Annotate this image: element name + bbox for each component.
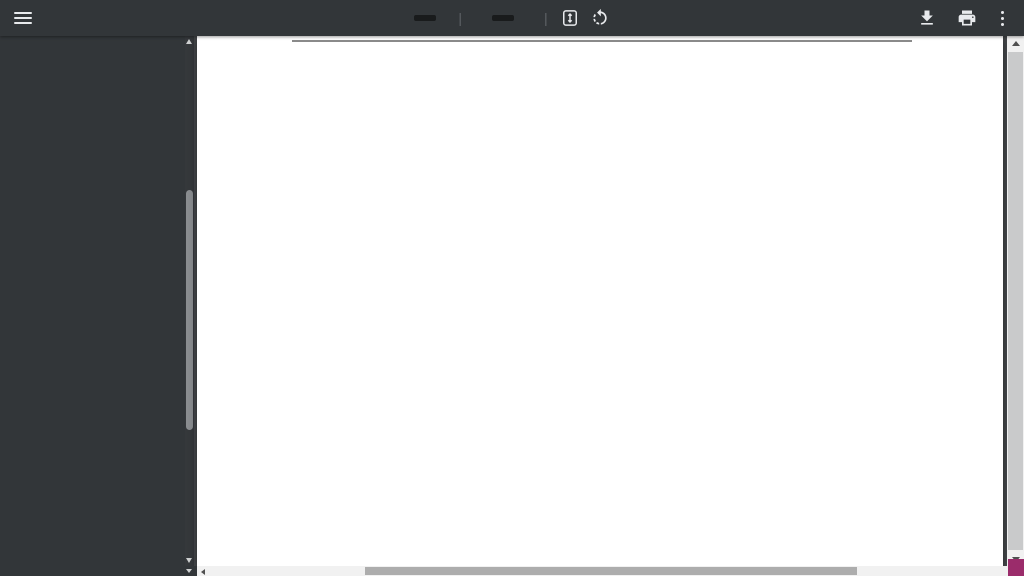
more-options-icon[interactable]: [997, 9, 1008, 28]
scroll-up-icon[interactable]: [1012, 41, 1020, 46]
scroll-left-icon[interactable]: [201, 569, 205, 575]
sidebar-scrollbar[interactable]: [185, 36, 194, 566]
sidebar-scrollbar-thumb[interactable]: [186, 190, 193, 430]
download-icon[interactable]: [917, 8, 937, 28]
horizontal-scrollbar-thumb[interactable]: [365, 567, 857, 575]
pdf-page: [197, 36, 1003, 566]
print-icon[interactable]: [957, 8, 977, 28]
vertical-scrollbar[interactable]: [1007, 36, 1024, 576]
horizontal-scrollbar[interactable]: [197, 566, 1007, 576]
thumbnail-sidebar: [0, 36, 185, 576]
vertical-scrollbar-thumb[interactable]: [1008, 52, 1023, 550]
watermark-badge: [1008, 559, 1024, 576]
bottom-strip: [0, 566, 197, 576]
divider: |: [544, 10, 548, 26]
menu-icon[interactable]: [14, 12, 32, 24]
divider: |: [458, 10, 462, 26]
scroll-up-icon[interactable]: [186, 39, 192, 44]
pdf-toolbar: [0, 0, 1024, 36]
scroll-down-icon[interactable]: [186, 569, 192, 573]
zoom-level-value: [492, 15, 514, 21]
fit-page-icon[interactable]: [560, 8, 580, 28]
decor-line: [292, 40, 912, 42]
rotate-icon[interactable]: [590, 8, 610, 28]
scroll-down-icon[interactable]: [186, 558, 192, 563]
page-number-input[interactable]: [414, 15, 436, 21]
